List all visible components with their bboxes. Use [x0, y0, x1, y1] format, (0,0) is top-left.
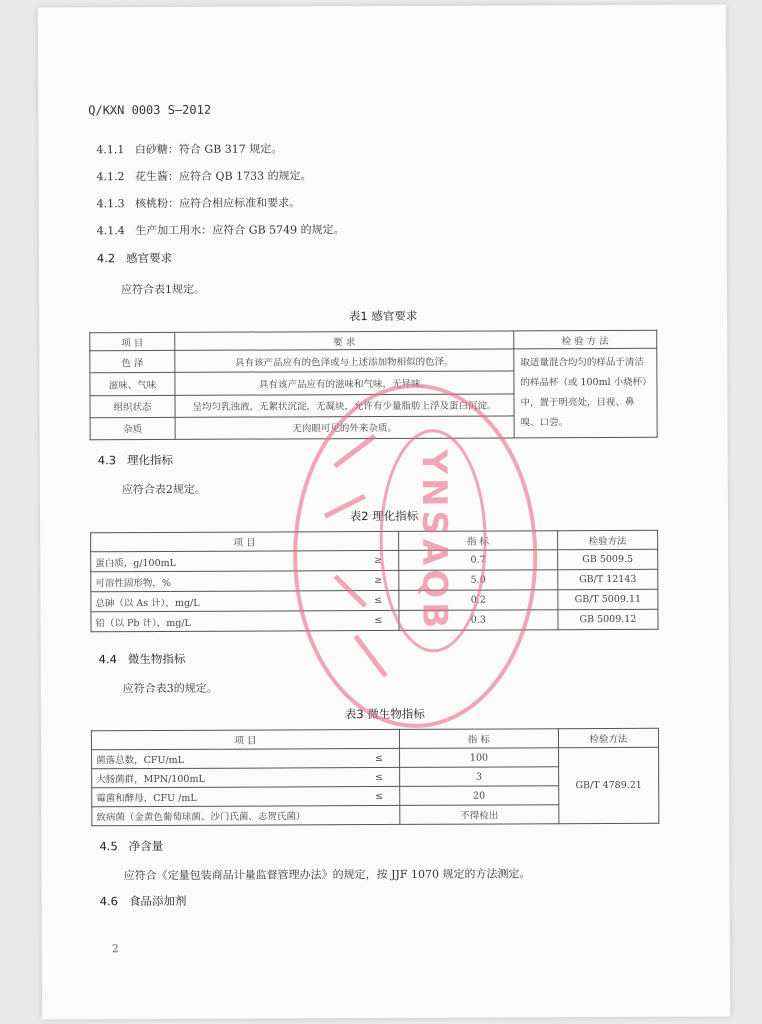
clause-number: 4.1.4: [96, 224, 125, 238]
section-4-2-text: 应符合表1规定。: [120, 282, 206, 297]
table-cell: 铅（以 Pb 计），mg/L: [91, 611, 370, 632]
section-4-6-heading: [100, 893, 187, 909]
table-cell: 0.7: [399, 550, 558, 571]
table-cell: 0.2: [399, 590, 558, 611]
table-cell: 大肠菌群，MPN/100mL: [92, 768, 371, 788]
table-cell: GB 5009.12: [558, 609, 658, 629]
table-cell: 色 泽: [90, 350, 175, 373]
table-cell: 无肉眼可见的外来杂质。: [175, 416, 514, 440]
table-cell: 100: [399, 748, 558, 768]
page-number: 2: [111, 942, 119, 956]
table-cell: 0.3: [399, 610, 558, 631]
table1-caption: 表1 感官要求: [348, 308, 418, 324]
clause-number: 4.1.2: [96, 170, 125, 184]
table1-method: 取适量混合均匀的样品于清洁的样品杯（或 100ml 小烧杯）中，置于明亮处，目视、鼻嗅、口尝。: [514, 348, 657, 438]
table-cell: 呈均匀乳浊液，无絮状沉淀，无凝块，允许有少量脂肪上浮及蛋白沉淀。: [175, 393, 514, 417]
stamp-text: YNSAQB: [413, 449, 455, 633]
section-number: 4.2: [96, 251, 116, 266]
table-cell: 致病菌（金黄色葡萄球菌、沙门氏菌、志贺氏菌）: [92, 805, 400, 825]
clause-text: 核桃粉：应符合相应标准和要求。: [135, 196, 301, 211]
clause-4-1-1: [96, 140, 282, 157]
table-header: 项 目: [91, 729, 399, 749]
section-title: 食品添加剂: [128, 893, 187, 909]
table-header: 项 目: [90, 332, 175, 350]
table2-caption: 表2 理化指标: [349, 508, 419, 524]
table-cell: 20: [400, 786, 559, 806]
table-cell: 霉菌和酵母，CFU /mL: [92, 787, 371, 807]
table-header: 检 验 方 法: [514, 330, 657, 349]
table-cell: 具有该产品应有的色泽或与上述添加物相似的色泽。: [175, 349, 514, 373]
section-number: 4.5: [99, 839, 118, 854]
table-header: 检验方法: [557, 530, 657, 549]
table-cell: 3: [400, 767, 559, 787]
table-header: 要 求: [175, 331, 514, 350]
clause-4-1-3: [97, 194, 301, 211]
table-cell: 具有该产品应有的滋味和气味，无异味。: [175, 371, 514, 395]
table-cell: 5.0: [399, 570, 558, 591]
table-cell: 可溶性固形物，%: [91, 571, 370, 592]
table-header: 检验方法: [558, 728, 658, 747]
section-4-2-heading: [97, 250, 172, 266]
section-title: 净含量: [128, 838, 164, 854]
section-title: 微生物指标: [127, 651, 186, 667]
table-row: [92, 747, 659, 768]
table-cell: 不得检出: [400, 805, 559, 825]
table-cell: ≤: [371, 767, 400, 786]
official-seal-stamp: [264, 375, 566, 736]
table-row: [90, 348, 657, 373]
table-cell: 组织状态: [90, 395, 175, 418]
section-number: 4.3: [97, 453, 117, 468]
clause-number: 4.1.1: [96, 143, 125, 157]
table-header: 指 标: [398, 531, 557, 551]
table-cell: ≤: [371, 748, 400, 767]
clause-text: 花生酱：应符合 QB 1733 的规定。: [135, 169, 312, 184]
table-cell: GB 5009.5: [558, 549, 658, 569]
section-4-4-heading: [99, 651, 186, 667]
section-number: 4.4: [98, 652, 117, 667]
table3-method: GB/T 4789.21: [558, 747, 658, 823]
clause-4-1-2: [96, 167, 311, 184]
section-title: 感官要求: [126, 250, 173, 266]
table-cell: GB/T 12143: [558, 569, 658, 589]
clause-number: 4.1.3: [96, 197, 125, 211]
document-page: [38, 5, 730, 1020]
table-cell: ≥: [370, 550, 399, 570]
table-header: 项 目: [91, 531, 399, 551]
clause-text: 生产加工用水：应符合 GB 5749 的规定。: [135, 223, 345, 238]
table-cell: ≤: [370, 610, 399, 630]
table-header: 指 标: [399, 729, 558, 749]
table-cell: ≤: [370, 590, 399, 610]
section-number: 4.6: [99, 894, 119, 909]
table3-microbiological: [91, 728, 659, 826]
section-4-5-text: 应符合《定量包装商品计量监督管理办法》的规定，按 JJF 1070 规定的方法测定。: [123, 867, 531, 883]
table-cell: 菌落总数，CFU/mL: [92, 749, 371, 769]
stamp-char-strokes: [325, 436, 386, 676]
standard-number: Q/KXN 0003 S—2012: [88, 102, 212, 118]
section-4-4-text: 应符合表3的规定。: [122, 681, 218, 696]
table-cell: ≤: [371, 786, 400, 805]
table3-caption: 表3 微生物指标: [344, 706, 425, 722]
clause-4-1-4: [97, 221, 345, 238]
table-cell: 杂质: [90, 417, 175, 440]
table-cell: 滋味、气味: [90, 373, 175, 396]
section-title: 理化指标: [127, 452, 174, 468]
table-cell: ≥: [370, 570, 399, 590]
table-cell: 总砷（以 As 计），mg/L: [91, 591, 370, 612]
section-4-5-heading: [99, 838, 163, 854]
clause-text: 白砂糖：符合 GB 317 规定。: [134, 142, 283, 157]
table-cell: 蛋白质，g/100mL: [91, 551, 370, 572]
table-cell: GB/T 5009.11: [558, 589, 658, 609]
section-4-3-text: 应符合表2规定。: [121, 482, 206, 497]
section-4-3-heading: [98, 452, 173, 468]
